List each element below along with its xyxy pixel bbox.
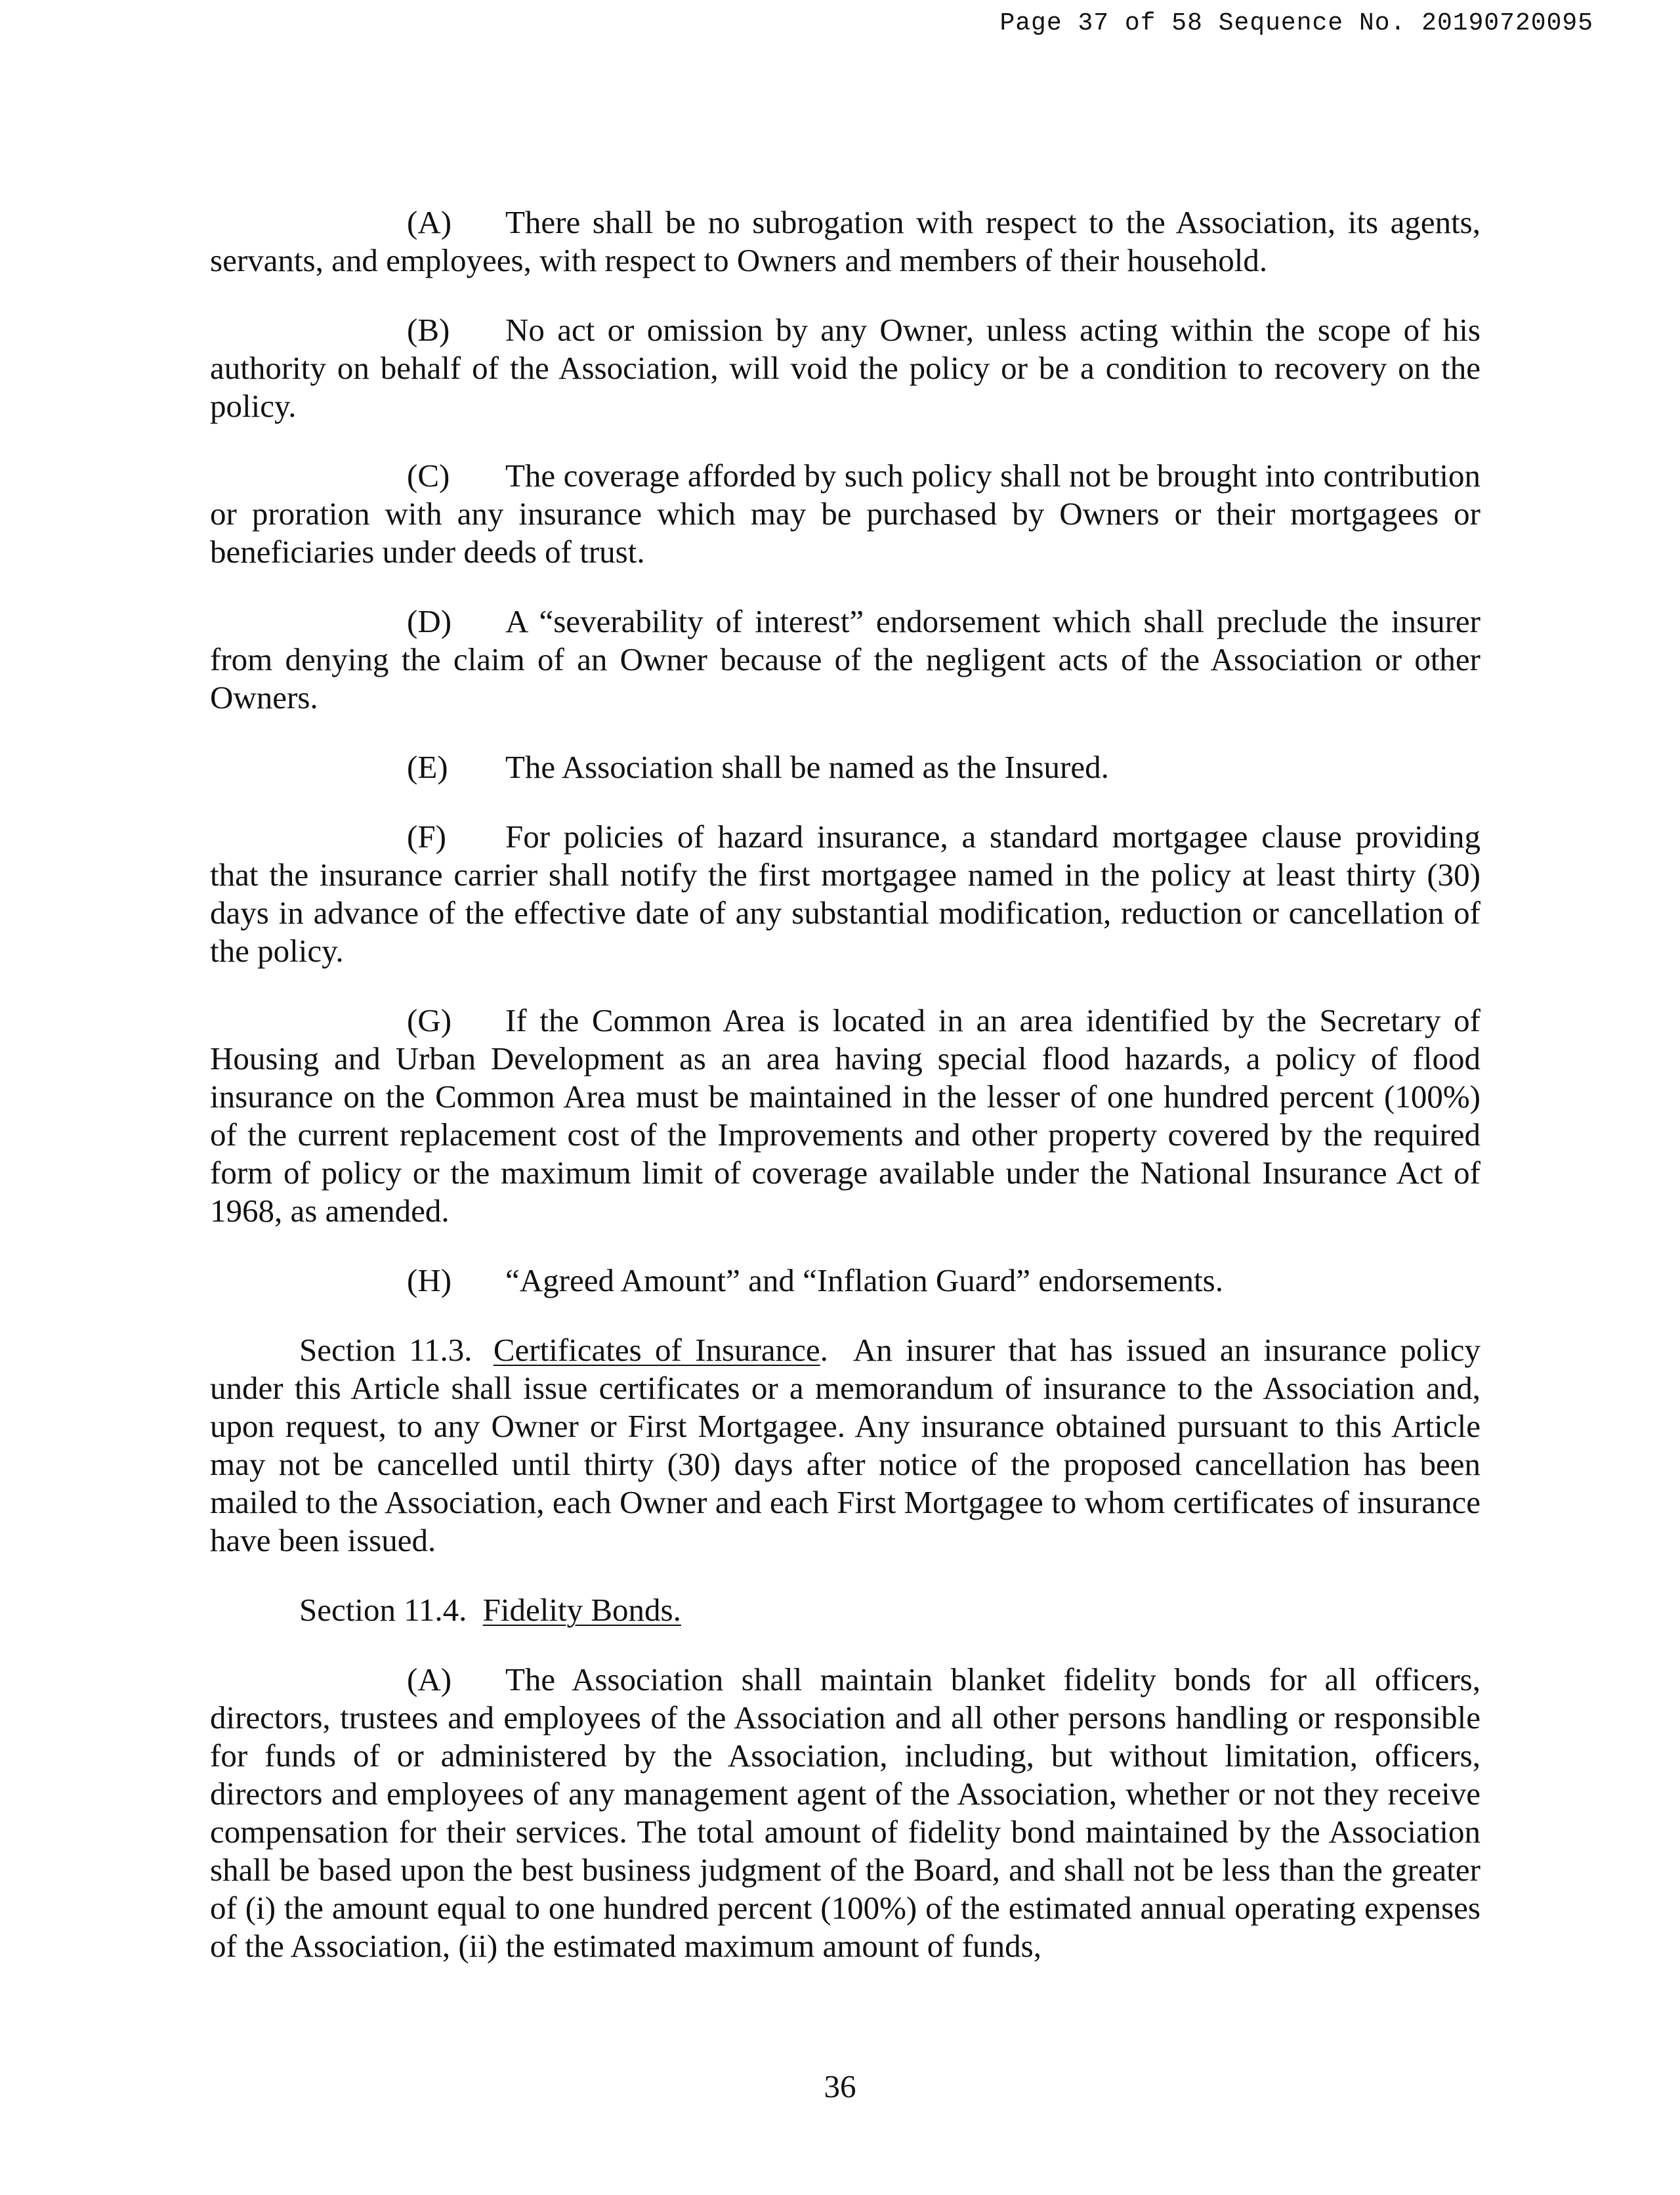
paragraph-e: [210, 748, 1480, 786]
page-number: 36: [824, 2068, 856, 2104]
paragraph-text: “Agreed Amount” and “Inflation Guard” endorsements.: [505, 1262, 1223, 1298]
section-11-4-heading: [210, 1591, 1480, 1629]
section-text: An insurer that has issued an insurance policy under this Article shall issue certificates or a memorandum of insurance to the Association and, upon request, to any Owner or First Mortgagee. Any insurance obtained pursuant to this Article may not be cancelled until thirty (30) days after notice of the proposed cancellation has been mailed to the Association, each Owner and each First Mortgagee to whom certificates of insurance have been issued.: [210, 1332, 1481, 1558]
section-11-3: [210, 1331, 1480, 1560]
paragraph-a: [210, 203, 1480, 280]
paragraph-text: The Association shall be named as the Insured.: [505, 749, 1109, 785]
paragraph-b: [210, 311, 1480, 425]
paragraph-text: There shall be no subrogation with respect to the Association, its agents, servants, and employees, with respect to Owners and members of their household.: [210, 204, 1480, 278]
paragraph-c: [210, 457, 1480, 571]
paragraph-label: (G): [407, 1002, 452, 1038]
paragraph-text: The Association shall maintain blanket fidelity bonds for all officers, directors, trustees and employees of the Association and all other persons handling or responsible for funds of or administered by the Association, including, but without limitation, officers, directors and employees of any management agent of the Association, whether or not they receive compensation for their services. The total amount of fidelity bond maintained by the Association shall be based upon the best business judgment of the Board, and shall not be less than the greater of (i) the amount equal to one hundred percent (100%) of the estimated annual operating expenses of the Association, (ii) the estimated maximum amount of funds,: [210, 1661, 1480, 1964]
section-11-4-paragraph-a: [210, 1661, 1480, 1965]
paragraph-label: (E): [407, 749, 448, 785]
paragraph-g: [210, 1002, 1480, 1230]
paragraph-d: [210, 603, 1480, 717]
paragraph-text: A “severability of interest” endorsement which shall preclude the insurer from denying the claim of an Owner because of the negligent acts of the Association or other Owners.: [210, 603, 1480, 715]
paragraph-text: The coverage afforded by such policy shall not be brought into contribution or proration with any insurance which may be purchased by Owners or their mortgagees or beneficiaries under deeds of trust.: [210, 458, 1480, 570]
paragraph-text: No act or omission by any Owner, unless acting within the scope of his authority on behalf of the Association, will void the policy or be a condition to recovery on the policy.: [210, 312, 1480, 424]
paragraph-label: (D): [407, 603, 452, 639]
paragraph-label: (H): [407, 1262, 452, 1298]
paragraph-label: (C): [407, 458, 450, 494]
section-title: Certificates of Insurance: [493, 1332, 820, 1368]
paragraph-text: If the Common Area is located in an area identified by the Secretary of Housing and Urban Development as an area having special flood hazards, a policy of flood insurance on the Common Area must be maintained in the lesser of one hundred percent (100%) of the current replacement cost of the Improvements and other property covered by the required form of policy or the maximum limit of coverage available under the National Insurance Act of 1968, as amended.: [210, 1002, 1480, 1229]
paragraph-label: (A): [407, 1661, 452, 1697]
document-body: [210, 203, 1480, 1997]
paragraph-label: (F): [407, 819, 446, 855]
paragraph-f: [210, 818, 1480, 970]
page-header: Page 37 of 58 Sequence No. 20190720095: [999, 9, 1593, 37]
section-number: Section 11.3.: [299, 1332, 472, 1368]
paragraph-h: [210, 1262, 1480, 1300]
section-title-end: .: [820, 1332, 828, 1368]
section-number: Section 11.4.: [299, 1592, 467, 1628]
section-title: Fidelity Bonds.: [482, 1592, 681, 1628]
paragraph-label: (A): [407, 204, 452, 240]
paragraph-text: For policies of hazard insurance, a standard mortgagee clause providing that the insurance carrier shall notify the first mortgagee named in the policy at least thirty (30) days in advance of the effective date of any substantial modification, reduction or cancellation of the policy.: [210, 819, 1480, 969]
paragraph-label: (B): [407, 312, 450, 348]
